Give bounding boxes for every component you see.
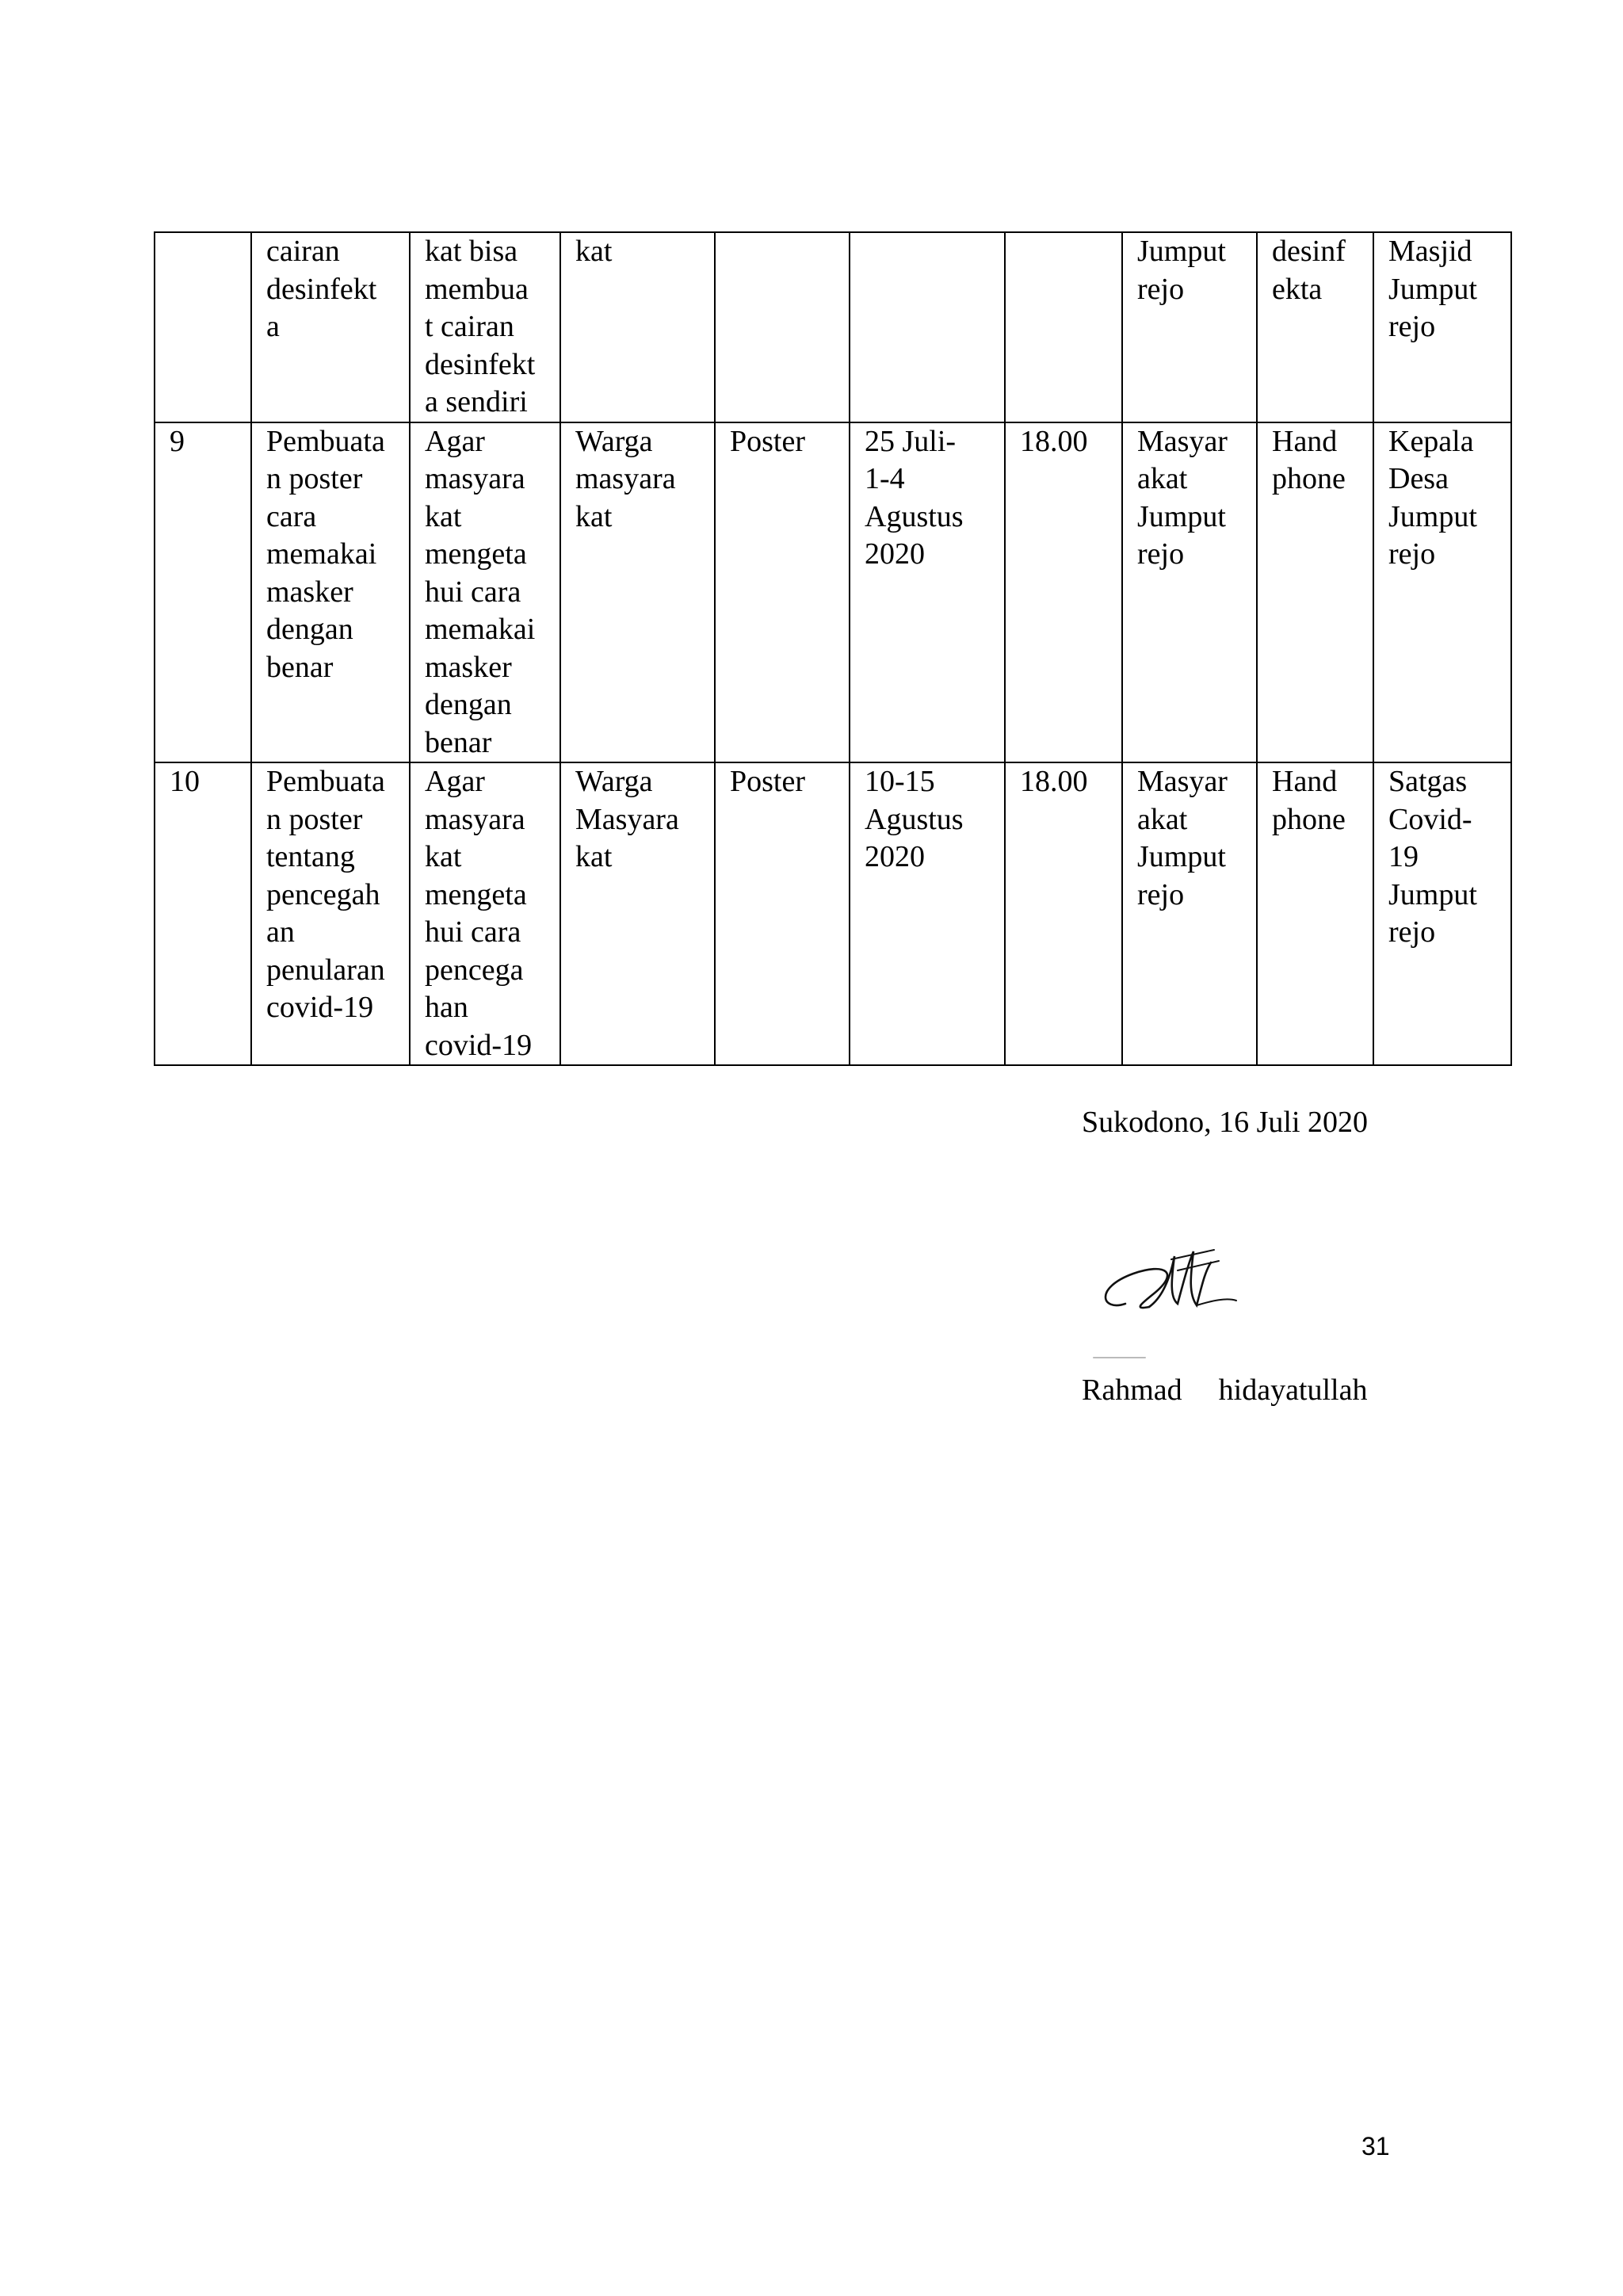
table-row xyxy=(155,762,1511,1065)
cell-kegiatan: Pembuata n poster cara memakai masker dengan benar xyxy=(251,422,410,763)
cell-tanggal: 10-15 Agustus 2020 xyxy=(850,762,1005,1065)
cell-penanggung-jawab: Satgas Covid- 19 Jumput rejo xyxy=(1373,762,1511,1065)
cell-penanggung-jawab: Kepala Desa Jumput rejo xyxy=(1373,422,1511,763)
cell-media: Hand phone xyxy=(1257,762,1373,1065)
cell-tempat: Masyar akat Jumput rejo xyxy=(1122,762,1257,1065)
table-row xyxy=(155,232,1511,422)
cell-sasaran: Warga masyara kat xyxy=(560,422,715,763)
signer-first-name: Rahmad xyxy=(1082,1373,1182,1407)
cell-sasaran: Warga Masyara kat xyxy=(560,762,715,1065)
cell-metode: Poster xyxy=(715,762,850,1065)
signer-last-name: hidayatullah xyxy=(1218,1373,1368,1407)
table-row xyxy=(155,422,1511,763)
cell-tempat: Masyar akat Jumput rejo xyxy=(1122,422,1257,763)
cell-media: Hand phone xyxy=(1257,422,1373,763)
cell-waktu xyxy=(1005,232,1122,422)
cell-tanggal xyxy=(850,232,1005,422)
signer-name xyxy=(1082,1371,1367,1409)
cell-kegiatan: cairan desinfekt a xyxy=(251,232,410,422)
activity-table xyxy=(154,231,1512,1066)
cell-waktu: 18.00 xyxy=(1005,762,1122,1065)
cell-tujuan: Agar masyara kat mengeta hui cara pencega han covid-19 xyxy=(410,762,560,1065)
cell-metode: Poster xyxy=(715,422,850,763)
cell-tanggal: 25 Juli- 1-4 Agustus 2020 xyxy=(850,422,1005,763)
cell-metode xyxy=(715,232,850,422)
cell-no: 9 xyxy=(155,422,251,763)
cell-penanggung-jawab: Masjid Jumput rejo xyxy=(1373,232,1511,422)
page-number: 31 xyxy=(1361,2132,1390,2160)
cell-tempat: Jumput rejo xyxy=(1122,232,1257,422)
signature xyxy=(1078,1224,1268,1367)
cell-no: 10 xyxy=(155,762,251,1065)
cell-tujuan: kat bisa membua t cairan desinfekt a sendiri xyxy=(410,232,560,422)
cell-waktu: 18.00 xyxy=(1005,422,1122,763)
cell-sasaran: kat xyxy=(560,232,715,422)
cell-media: desinf ekta xyxy=(1257,232,1373,422)
place-date: Sukodono, 16 Juli 2020 xyxy=(1082,1106,1369,1139)
cell-tujuan: Agar masyara kat mengeta hui cara memakai masker dengan benar xyxy=(410,422,560,763)
cell-kegiatan: Pembuata n poster tentang pencegah an penularan covid-19 xyxy=(251,762,410,1065)
cell-no xyxy=(155,232,251,422)
